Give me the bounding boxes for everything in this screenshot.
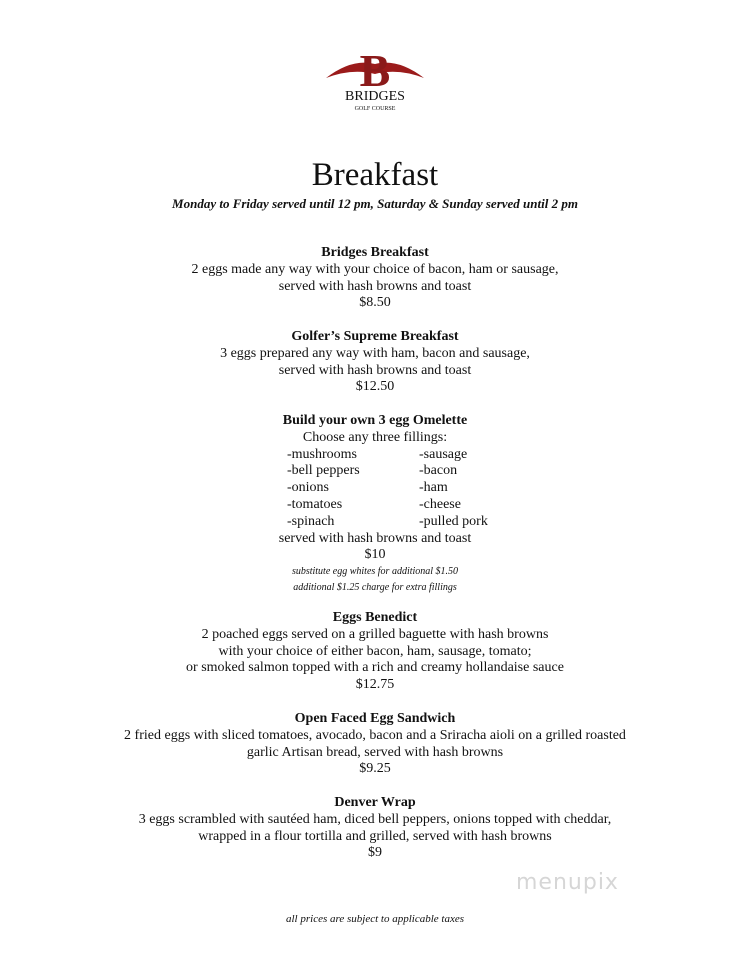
- menu-item-golfers-supreme: [0, 329, 750, 396]
- filling-option: -bacon: [419, 463, 458, 479]
- item-description: 2 eggs made any way with your choice of bacon, ham or sausage,: [191, 261, 559, 277]
- item-description: 3 eggs scrambled with sautéed ham, diced bell peppers, onions topped with cheddar,: [138, 811, 612, 827]
- fillings-list: [0, 447, 750, 531]
- item-name: Build your own 3 egg Omelette: [282, 413, 468, 428]
- item-price: $8.50: [359, 295, 391, 311]
- item-description: served with hash browns and toast: [278, 278, 472, 294]
- filling-option: -bell peppers: [287, 463, 360, 479]
- fillings-column-left: [287, 447, 360, 531]
- item-name: Golfer’s Supreme Breakfast: [291, 329, 459, 344]
- tax-note: all prices are subject to applicable taxes: [286, 913, 464, 925]
- item-price: $9.25: [359, 761, 391, 777]
- service-hours: Monday to Friday served until 12 pm, Saturday & Sunday served until 2 pm: [172, 196, 578, 211]
- menu-item-eggs-benedict: [0, 610, 750, 694]
- item-name: Open Faced Egg Sandwich: [294, 711, 456, 726]
- logo-subtitle: GOLF COURSE: [354, 106, 396, 112]
- menu-item-omelette: [0, 413, 750, 596]
- item-description: 2 fried eggs with sliced tomatoes, avocado, bacon and a Sriracha aioli on a grilled roasted: [124, 727, 626, 743]
- item-price: $9: [368, 845, 382, 861]
- item-description: garlic Artisan bread, served with hash browns: [246, 744, 504, 760]
- filling-option: -onions: [287, 480, 329, 496]
- item-name: Bridges Breakfast: [321, 245, 429, 260]
- filling-option: -sausage: [419, 446, 468, 462]
- menu-title: Breakfast: [311, 157, 439, 193]
- item-description: or smoked salmon topped with a rich and creamy hollandaise sauce: [186, 660, 564, 676]
- item-description: served with hash browns and toast: [278, 530, 472, 546]
- logo-name: BRIDGES: [345, 89, 405, 104]
- item-description: wrapped in a flour tortilla and grilled, served with hash browns: [198, 828, 552, 844]
- filling-option: -spinach: [287, 513, 335, 529]
- filling-option: -ham: [419, 480, 448, 496]
- item-name: Eggs Benedict: [332, 610, 418, 625]
- item-note: additional $1.25 charge for extra fillings: [293, 582, 457, 594]
- item-name: Denver Wrap: [334, 795, 416, 810]
- item-description: with your choice of either bacon, ham, sausage, tomato;: [218, 643, 532, 659]
- filling-option: -mushrooms: [287, 446, 357, 462]
- item-note: substitute egg whites for additional $1.50: [291, 566, 459, 578]
- logo-letter: B: [359, 45, 391, 96]
- menu-item-denver-wrap: [0, 795, 750, 862]
- item-price: $10: [364, 547, 386, 563]
- menu-item-bridges-breakfast: [0, 245, 750, 312]
- menu-item-open-faced-sandwich: [0, 711, 750, 778]
- bridges-logo: [322, 44, 428, 116]
- item-price: $12.50: [355, 379, 395, 395]
- item-description: served with hash browns and toast: [278, 362, 472, 378]
- menupix-watermark: menupix: [516, 870, 619, 895]
- fillings-intro: Choose any three fillings:: [302, 429, 448, 445]
- fillings-column-right: [419, 447, 488, 531]
- item-description: 2 poached eggs served on a grilled baguette with hash browns: [201, 626, 549, 642]
- filling-option: -cheese: [419, 496, 461, 512]
- item-description: 3 eggs prepared any way with ham, bacon and sausage,: [220, 345, 530, 361]
- item-price: $12.75: [355, 677, 395, 693]
- filling-option: -pulled pork: [419, 513, 488, 529]
- filling-option: -tomatoes: [287, 496, 343, 512]
